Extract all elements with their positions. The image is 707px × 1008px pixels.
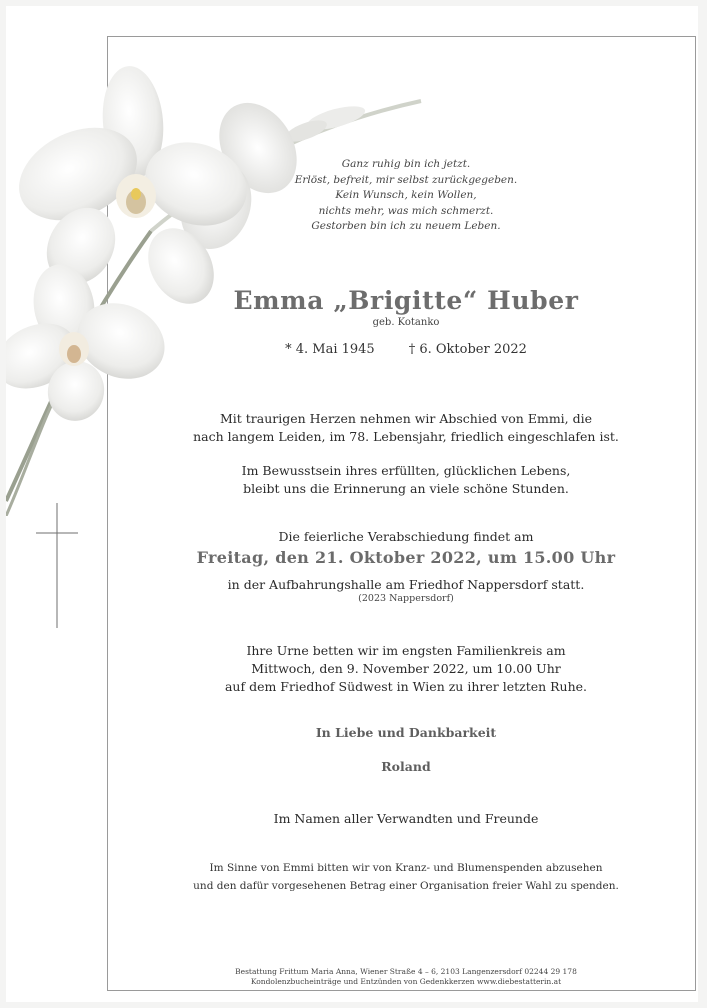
announcement-line: nach langem Leiden, im 78. Lebensjahr, friedlich eingeschlafen ist. [193, 429, 619, 444]
footer-line: Kondolenzbucheinträge und Entzünden von Gedenkkerzen www.diebestatterin.at [250, 977, 562, 986]
request-line: Im Sinne von Emmi bitten wir von Kranz- und Blumenspenden abzusehen [209, 862, 603, 874]
poem-line: Ganz ruhig bin ich jetzt. [341, 158, 471, 170]
urn-line: Mittwoch, den 9. November 2022, um 10.00 Uhr [251, 661, 561, 676]
poem [106, 157, 706, 235]
cross-icon [36, 503, 78, 628]
ceremony-intro: Die feierliche Verabschiedung findet am [278, 529, 534, 544]
closing-love: In Liebe und Dankbarkeit [315, 725, 497, 740]
urn-burial [106, 642, 706, 696]
urn-line: auf dem Friedhof Südwest in Wien zu ihrer letzten Ruhe. [224, 679, 588, 694]
urn-line: Ihre Urne betten wir im engsten Familienkreis am [246, 643, 566, 658]
ceremony-postal: (2023 Nappersdorf) [358, 593, 454, 604]
ceremony-datetime: Freitag, den 21. Oktober 2022, um 15.00 Uhr [196, 548, 616, 567]
remembrance-line: Im Bewusstsein ihres erfüllten, glücklichen Lebens, [241, 463, 571, 478]
poem-line: nichts mehr, was mich schmerzt. [318, 204, 494, 217]
request-line: und den dafür vorgesehenen Betrag einer Organisation freier Wahl zu spenden. [193, 880, 619, 892]
obituary-sheet [6, 6, 698, 1002]
footer-line: Bestattung Frittum Maria Anna, Wiener Straße 4 – 6, 2103 Langenzersdorf 02244 29 178 [235, 967, 577, 976]
remembrance-line: bleibt uns die Erinnerung an viele schöne Stunden. [243, 481, 569, 496]
death-date: † 6. Oktober 2022 [408, 342, 527, 357]
poem-line: Gestorben bin ich zu neuem Leben. [311, 220, 501, 232]
poem-line: Kein Wunsch, kein Wollen, [335, 189, 477, 201]
closing-relatives: Im Namen aller Verwandten und Freunde [273, 811, 539, 826]
ceremony-location: in der Aufbahrungshalle am Friedhof Nappersdorf statt. [227, 577, 585, 592]
deceased-name: Emma „Brigitte“ Huber [233, 286, 579, 315]
poem-line: Erlöst, befreit, mir selbst zurückgegeben. [294, 173, 518, 186]
announcement [106, 410, 706, 446]
announcement-line: Mit traurigen Herzen nehmen wir Abschied von Emmi, die [219, 411, 593, 426]
footer [106, 967, 706, 987]
remembrance [106, 462, 706, 498]
birth-name: geb. Kotanko [372, 317, 440, 328]
closing-signer: Roland [381, 759, 431, 774]
donation-request [106, 859, 706, 895]
birth-date: * 4. Mai 1945 [285, 342, 375, 357]
life-dates [106, 342, 706, 357]
